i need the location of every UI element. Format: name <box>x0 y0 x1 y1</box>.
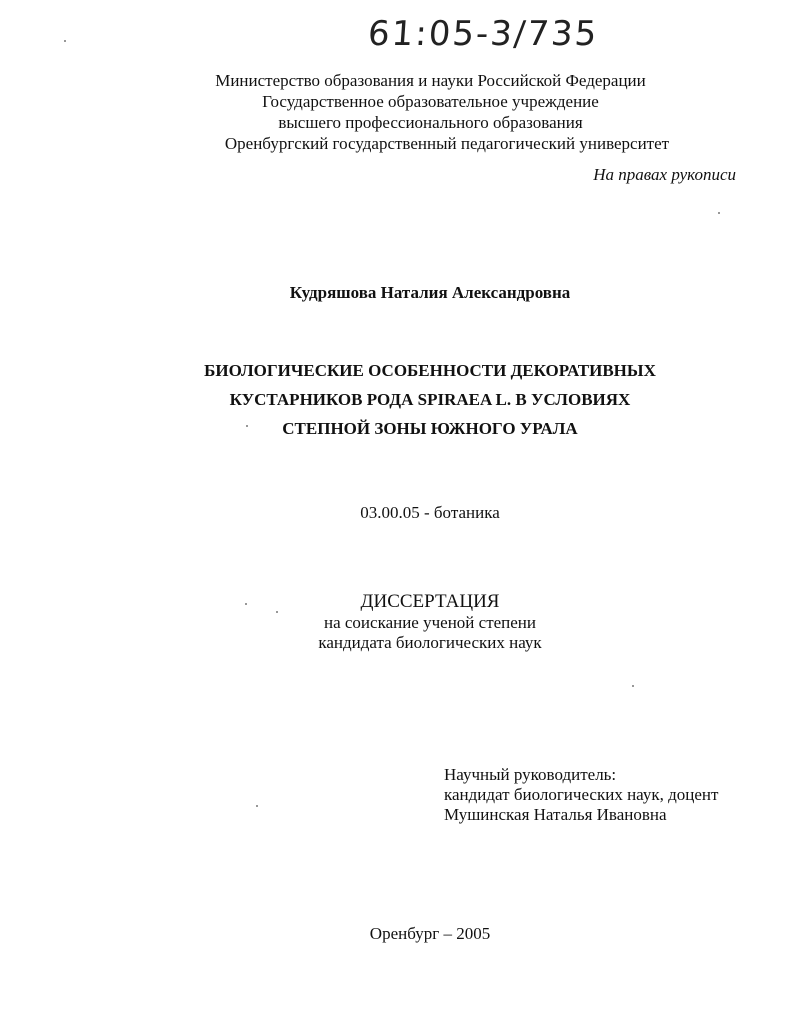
scan-speck <box>246 425 248 427</box>
dissertation-block <box>0 591 799 653</box>
university-line: Оренбургский государственный педагогический университет <box>224 134 670 153</box>
scan-speck <box>718 212 720 214</box>
ministry-line: Министерство образования и науки Российской Федерации <box>215 71 646 90</box>
education-level-line: высшего профессионального образования <box>278 113 583 132</box>
advisor-block <box>444 765 718 825</box>
advisor-name: Мушинская Наталья Ивановна <box>444 805 667 824</box>
scan-speck <box>632 685 634 687</box>
author-name: Кудряшова Наталия Александровна <box>289 283 571 302</box>
dissertation-title <box>0 356 799 443</box>
scan-speck <box>276 611 278 613</box>
title-line-1: БИОЛОГИЧЕСКИЕ ОСОБЕННОСТИ ДЕКОРАТИВНЫХ <box>204 361 656 380</box>
rights-note: На правах рукописи <box>593 165 736 184</box>
title-line-3: СТЕПНОЙ ЗОНЫ ЮЖНОГО УРАЛА <box>282 419 578 438</box>
scan-speck <box>256 805 258 807</box>
archive-number-handwritten: 61:05-3/735 <box>366 14 600 54</box>
scan-speck <box>245 603 247 605</box>
specialty-code: 03.00.05 - ботаника <box>360 503 500 522</box>
institution-block <box>0 70 799 154</box>
degree-purpose-line: на соискание ученой степени <box>323 613 537 632</box>
place-and-year: Оренбург – 2005 <box>369 924 491 943</box>
title-line-2: КУСТАРНИКОВ РОДА SPIRAEA L. В УСЛОВИЯХ <box>229 390 631 409</box>
advisor-label: Научный руководитель: <box>444 765 617 784</box>
dissertation-heading: ДИССЕРТАЦИЯ <box>360 591 500 612</box>
advisor-degree: кандидат биологических наук, доцент <box>444 785 719 804</box>
scan-speck <box>64 40 66 42</box>
institution-type-line: Государственное образовательное учреждение <box>262 92 599 111</box>
degree-name-line: кандидата биологических наук <box>318 633 542 652</box>
